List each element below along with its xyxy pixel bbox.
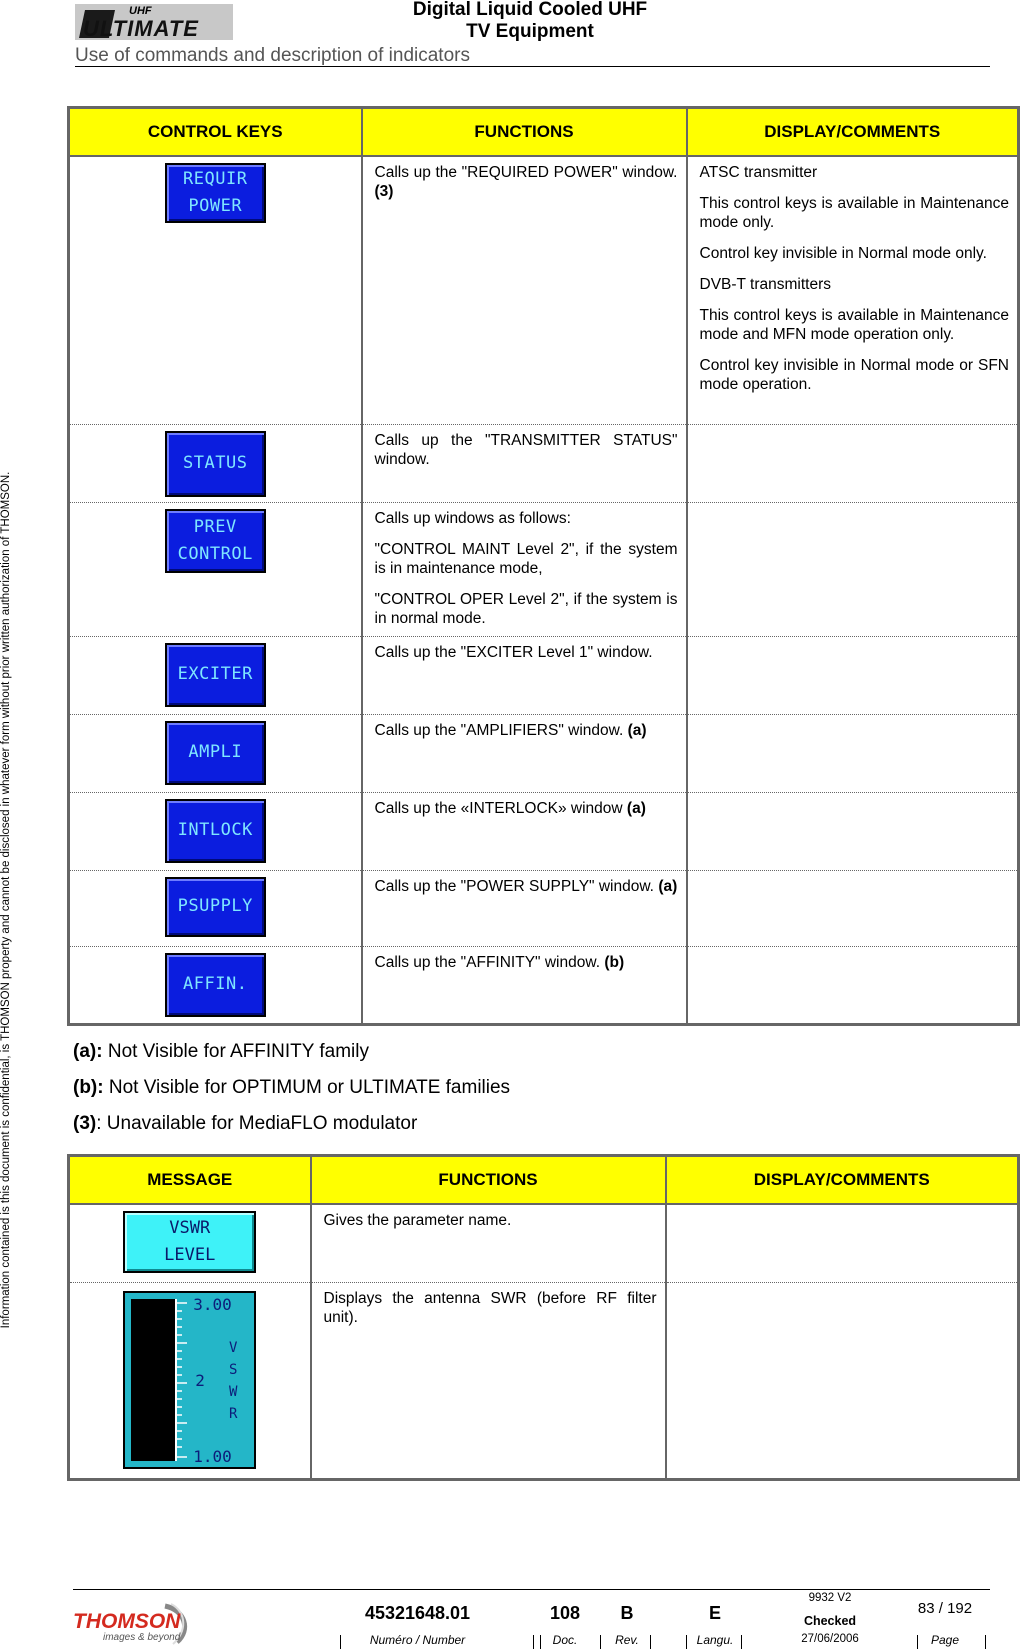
footer-separator [340, 1635, 341, 1649]
function-cell: Calls up the "TRANSMITTER STATUS" window. [362, 424, 687, 502]
language-label: Langu. [696, 1633, 734, 1647]
comments-cell [687, 424, 1019, 502]
comments-cell [666, 1282, 1019, 1479]
exciter-key: EXCITER [165, 643, 266, 707]
gauge-bottom-value: 1.00 [193, 1446, 232, 1466]
comments-cell [687, 870, 1019, 946]
thomson-logo: THOMSON images & beyond [73, 1602, 193, 1651]
col-header-functions: FUNCTIONS [311, 1156, 666, 1205]
footer-separator [985, 1635, 986, 1649]
note-b: (b): Not Visible for OPTIMUM or ULTIMATE families [73, 1077, 511, 1098]
footer-separator [741, 1635, 742, 1649]
function-cell: Calls up the «INTERLOCK» window (a) [362, 792, 687, 870]
ultimate-logo: UHF ULTIMATE [75, 4, 233, 40]
doc-code-label: Doc. [552, 1633, 578, 1647]
table-row [69, 792, 1019, 870]
function-cell: Gives the parameter name. [311, 1204, 666, 1282]
note-a: (a): Not Visible for AFFINITY family [73, 1041, 369, 1062]
gauge-mid-value: 2 [195, 1370, 205, 1390]
intlock-key: INTLOCK [165, 799, 266, 863]
gauge-bar [131, 1299, 175, 1461]
table-row [69, 424, 1019, 502]
table-row [69, 156, 1019, 424]
prev-control-key: PREV CONTROL [165, 509, 266, 573]
gauge-vlabel: W [229, 1383, 238, 1400]
footer-separator [917, 1635, 918, 1649]
note-3: (3): Unavailable for MediaFLO modulator [73, 1113, 418, 1134]
table-row [69, 870, 1019, 946]
version: 9932 V2 [808, 1592, 852, 1604]
comments-cell [687, 636, 1019, 714]
requir-power-key: REQUIR POWER [165, 163, 266, 223]
col-header-functions: FUNCTIONS [362, 108, 687, 157]
footer-separator [650, 1635, 651, 1649]
footer-separator [600, 1635, 601, 1649]
table-row [69, 636, 1019, 714]
doc-subtitle: Use of commands and description of indicators [75, 45, 470, 66]
table-header-row [69, 1156, 1019, 1205]
language: E [708, 1603, 721, 1623]
page-number: 83 / 192 [917, 1600, 973, 1617]
comments-cell [687, 792, 1019, 870]
header-rule [75, 66, 990, 67]
status-key: STATUS [165, 431, 266, 497]
control-keys-table [67, 106, 1020, 1026]
table-row [69, 1282, 1019, 1479]
doc-title-line1: Digital Liquid Cooled UHF [412, 0, 648, 20]
function-cell: Displays the antenna SWR (before RF filter unit). [311, 1282, 666, 1479]
vswr-level-message: VSWR LEVEL [123, 1211, 256, 1273]
gauge-vlabel: V [229, 1339, 238, 1356]
revision: B [620, 1603, 634, 1623]
ampli-key: AMPLI [165, 721, 266, 785]
psupply-key: PSUPPLY [165, 877, 266, 937]
footer-separator [540, 1635, 541, 1649]
doc-date: 27/06/2006 [801, 1633, 859, 1645]
doc-title-line2: TV Equipment [466, 21, 594, 42]
function-cell: Calls up windows as follows: "CONTROL MAINT Level 2", if the system is in maintenance mode, "CONTROL OPER Level 2", if the system is in normal mode. [362, 502, 687, 636]
affin-key: AFFIN. [165, 953, 266, 1017]
function-cell: Calls up the "EXCITER Level 1" window. [362, 636, 687, 714]
footer-separator [686, 1635, 687, 1649]
col-header-comments: DISPLAY/COMMENTS [666, 1156, 1019, 1205]
col-header-control-keys: CONTROL KEYS [69, 108, 362, 157]
gauge-scale [175, 1299, 189, 1461]
comments-cell [687, 502, 1019, 636]
comments-cell [687, 946, 1019, 1024]
doc-number: 45321648.01 [364, 1603, 471, 1623]
function-cell: Calls up the "REQUIRED POWER" window. (3) [362, 156, 687, 424]
footer-rule [73, 1589, 990, 1590]
col-header-message: MESSAGE [69, 1156, 311, 1205]
function-cell: Calls up the "AMPLIFIERS" window. (a) [362, 714, 687, 792]
vswr-gauge [123, 1291, 256, 1469]
footnotes [73, 1034, 510, 1142]
table-row [69, 714, 1019, 792]
comments-cell [687, 714, 1019, 792]
footer-separator [533, 1635, 534, 1649]
doc-code: 108 [549, 1603, 581, 1623]
comments-cell: ATSC transmitter This control keys is available in Maintenance mode only. Control key invisible in Normal mode only. DVB-T transmitters This control keys is available in Maintenance mode and MFN mode operation only. Control key invisible in Normal mode or SFN mode operation. [687, 156, 1019, 424]
table-header-row [69, 108, 1019, 157]
function-cell: Calls up the "AFFINITY" window. (b) [362, 946, 687, 1024]
doc-number-label: Numéro / Number [369, 1633, 466, 1647]
checked-label: Checked [803, 1614, 857, 1628]
table-row [69, 502, 1019, 636]
table-row [69, 1204, 1019, 1282]
confidentiality-notice: Information contained is this document is confidential, is THOMSON property and cannot be disclosed in whatever form without prior written authorization of THOMSON. [0, 471, 12, 1329]
message-table [67, 1154, 1020, 1481]
gauge-vlabel: S [229, 1361, 238, 1378]
page-label: Page [930, 1633, 960, 1647]
revision-label: Rev. [615, 1633, 639, 1647]
gauge-vlabel: R [229, 1405, 238, 1422]
table-row [69, 946, 1019, 1024]
comments-cell [666, 1204, 1019, 1282]
function-cell: Calls up the "POWER SUPPLY" window. (a) [362, 870, 687, 946]
gauge-top-value: 3.00 [193, 1294, 232, 1314]
col-header-comments: DISPLAY/COMMENTS [687, 108, 1019, 157]
